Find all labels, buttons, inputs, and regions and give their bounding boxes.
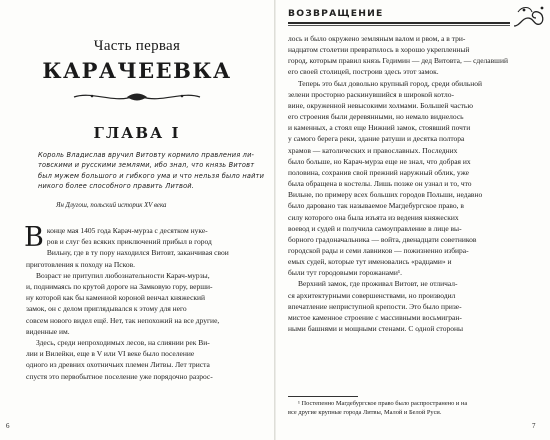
paragraph [288, 78, 544, 279]
epigraph [38, 150, 265, 192]
text-line: одного из древних охотничьих племен Литвы. Лет триста [26, 360, 210, 370]
text-line: приготовления к походу на Псков. [26, 259, 136, 269]
paragraph [24, 222, 258, 270]
text-line: воевод и судей и получила самоуправление в лице вы- [288, 223, 462, 233]
text-line: ров и слуг без всяких приключений прибыл в город [46, 237, 212, 247]
text-line: вине, окруженной невысокими холмами. Большей частью [288, 100, 473, 110]
paragraph [26, 270, 258, 337]
text-line: Здесь, среди непроходимых лесов, на слиянии рек Ви- [36, 338, 210, 348]
text-line: Теперь это был довольно крупный город, среди обильной [298, 78, 483, 88]
book-title: КАРАЧЕЕВКА [42, 58, 232, 83]
text-line: мистое каменное строение с массивными восьмигран- [288, 312, 462, 322]
epigraph-line: товскими и русскими землями, ибо знал, что князь Витовт [38, 161, 255, 170]
text-line: конце мая 1405 года Карач-мурза с десятком нуке- [46, 226, 208, 235]
page-number: 6 [6, 422, 10, 430]
text-line: замок, он с делом приглядывался к этому для него [26, 304, 187, 314]
drop-cap: В [24, 222, 44, 253]
left-page [0, 0, 274, 440]
text-line: половина, сохранив свой прежний наружный облик, уже [288, 167, 469, 177]
text-line: были тут городовыми горожанами¹. [288, 268, 402, 278]
text-line: Возраст не притупил любознательности Карач-мурзы, [36, 270, 210, 280]
header-rule [288, 22, 510, 24]
footnote [288, 400, 544, 417]
text-line: и, поднимаясь по крутой дороге на Замковую гору, верши- [26, 282, 213, 292]
right-page [276, 0, 550, 440]
text-line: силу которого она была изъята из ведения княжеских [288, 212, 459, 222]
text-line: ными башнями и мощными стенами. С одной стороны [288, 324, 464, 334]
text-line: совсем нового видел ещё. Нет, так непохожий на все другие, [26, 315, 220, 325]
header-rule-thin [288, 25, 510, 26]
footnote-line: все другие крупные города Литвы, Малой и Белой Руси. [288, 408, 442, 416]
paragraph [26, 337, 258, 382]
text-line: впечатление неприступной крепости. Это было призе- [288, 301, 462, 311]
text-line: зелени просторно раскинувшийся в широкой котло- [288, 89, 455, 99]
text-line: городской рады и семи лавников — пожизненно избира- [288, 245, 469, 255]
text-line: ся архитектурными совершенствами, но производил [288, 290, 456, 300]
epigraph-line: Король Владислав вручил Витовту кормило правления ли- [38, 151, 255, 159]
right-body-text [288, 33, 544, 334]
text-line: виденные им. [26, 326, 70, 336]
divider-ornament-icon [72, 90, 202, 104]
page-number: 7 [532, 422, 536, 430]
text-line: была обращена в костелы. Лишь позже он узнал и то, что [288, 179, 472, 189]
corner-ornament-icon [512, 4, 546, 28]
text-line: Вильне, по примеру всех больших городов Польши, недавно [288, 190, 483, 200]
left-body-text [24, 222, 258, 382]
text-line: у самого берега реки, здание ратуши и десятка полтора [288, 134, 465, 144]
text-line: город, которым правил князь Гедимин — дед Витовта, — сделавший [288, 56, 508, 66]
epigraph-line: был мужем большого и гибкого ума и что нельзя было найти [38, 171, 265, 180]
text-line: и каменных, а стоял еще Нижний замок, стоявший почти [288, 123, 471, 133]
chapter-title: ГЛАВА I [93, 124, 181, 142]
text-line: Верхний замок, где проживал Витовт, не отличал- [298, 279, 458, 289]
part-title: Часть первая [93, 38, 181, 54]
epigraph-source: Ян Длугош, польский историк XV века [56, 202, 167, 209]
paragraph [288, 278, 544, 334]
text-line: борного градоначальника — войта, двенадцати советников [288, 234, 477, 244]
text-line: емых судей, которые тут именовались «радцами» и [288, 257, 452, 267]
text-line: было даровано так называемое Магдебургское право, в [288, 201, 464, 211]
text-line: лии и Вилейки, еще в V или VI веке было поселение [26, 349, 195, 359]
paragraph [288, 33, 544, 78]
text-line: было больше, но Карач-мурза еще не знал, что добрая их [288, 156, 471, 166]
text-line: спустя это первобытное поселение уже порядочно разрос- [26, 371, 213, 381]
text-line: Вильну, где в ту пору находился Витовт, заканчивая свои [46, 248, 229, 258]
text-line: лось и было окружено земляным валом и рвом, а в три- [288, 34, 466, 43]
text-line: его своей столицей, построив здесь этот замок. [288, 67, 439, 77]
footnote-rule [288, 396, 358, 397]
text-line: храмов — католических и православных. Последних [288, 145, 458, 155]
running-head: ВОЗВРАЩЕНИЕ [288, 8, 384, 19]
footnote-line: ¹ Постепенно Магдебургское право было распространено и на [298, 400, 468, 407]
text-line: его строения были деревянными, но немало виднелось [288, 112, 464, 122]
text-line: ну которой как бы каменной короной венчал княжеский [26, 293, 206, 303]
text-line: надцатом столетии превратилось в хорошо укрепленный [288, 45, 470, 55]
epigraph-line: никого более способного править Литвой. [38, 182, 195, 191]
